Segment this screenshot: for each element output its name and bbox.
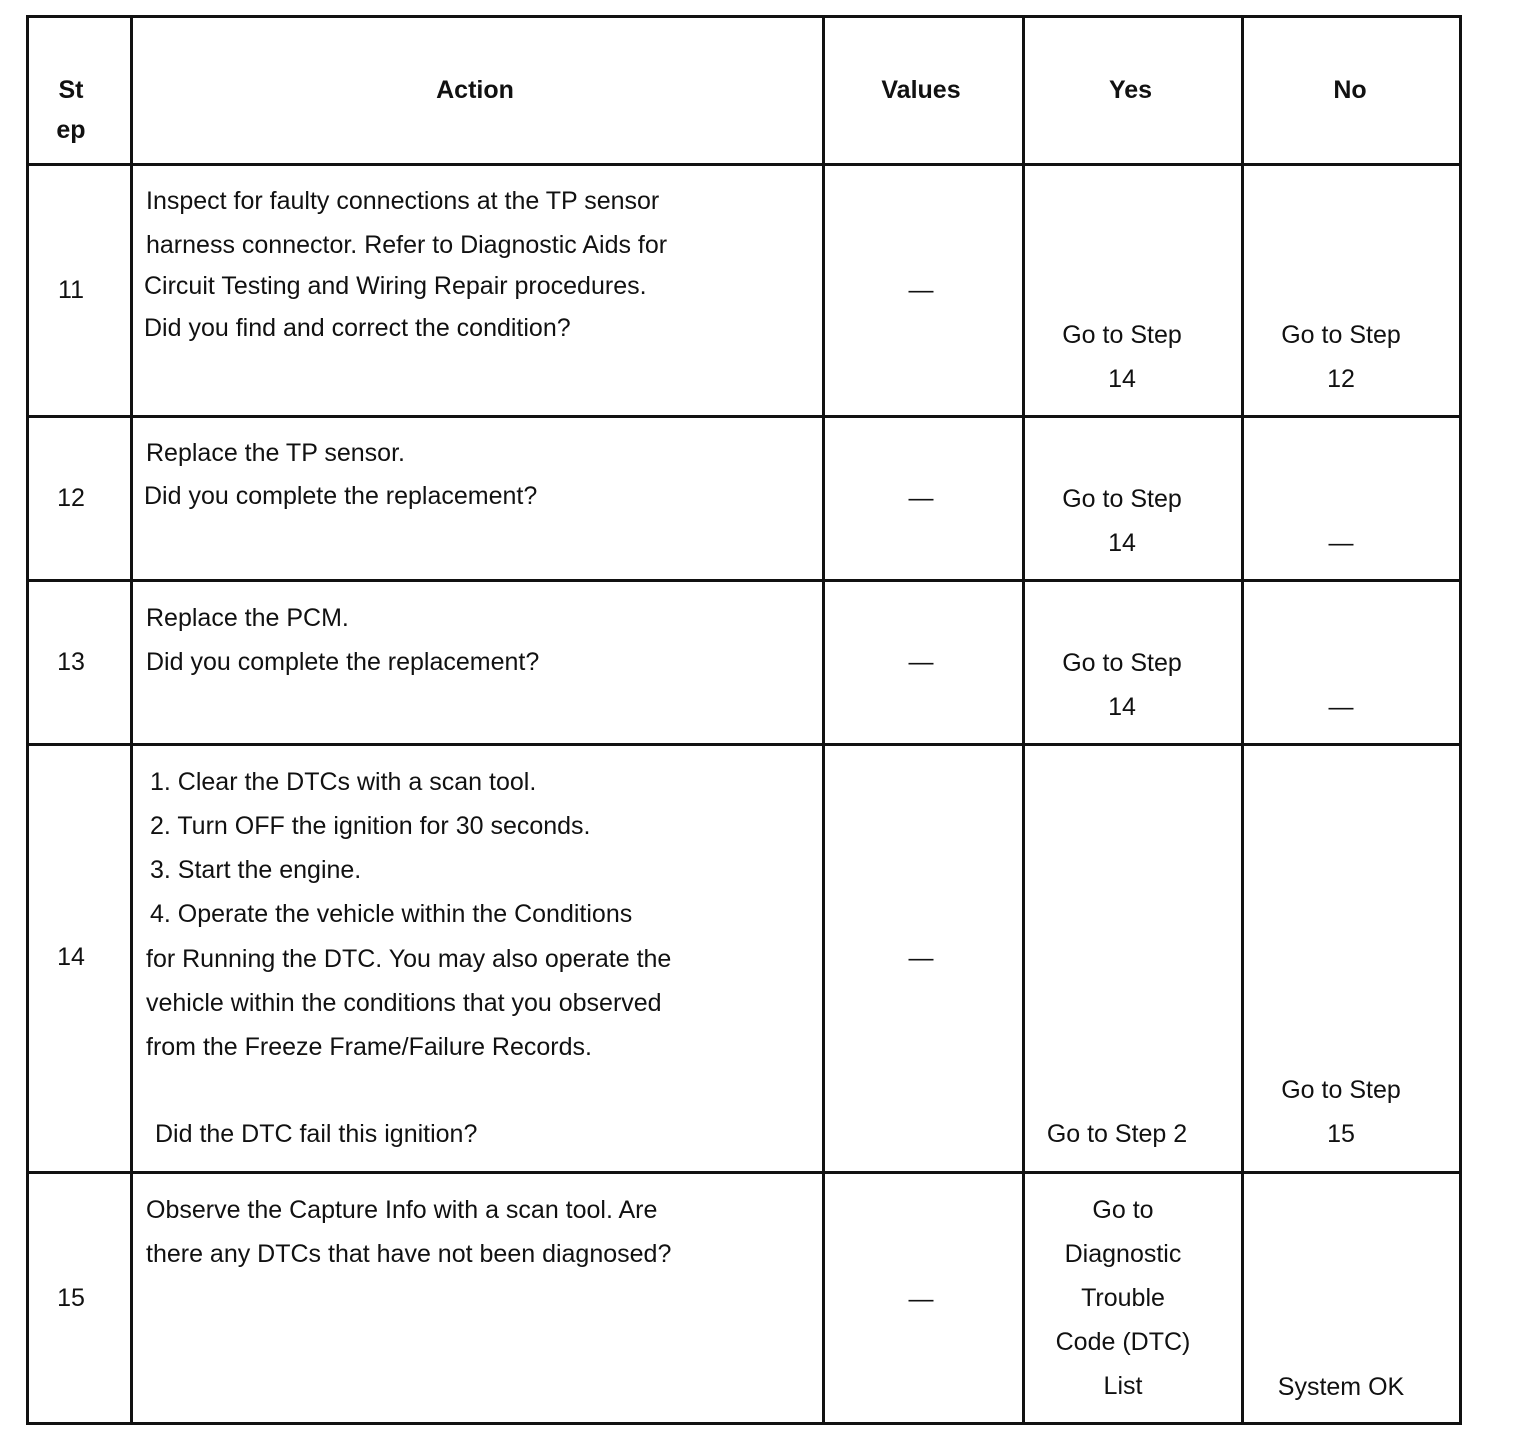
row-divider (29, 163, 1459, 166)
row-divider (29, 1171, 1459, 1174)
header-action: Action (436, 76, 514, 104)
step-number: 13 (57, 648, 85, 676)
step-number: 14 (57, 943, 85, 971)
list-item: 2. Turn OFF the ignition for 30 seconds. (150, 812, 591, 840)
action-text: Inspect for faulty connections at the TP sensor harness connector. Refer to Diagnostic Aids for Circuit Testing and Wiring Repair procedures. Did you find and correct the condition? (144, 187, 668, 342)
step-number: 15 (57, 1284, 85, 1312)
step-number: 12 (57, 484, 85, 512)
action-question: Did the DTC fail this ignition? (155, 1120, 478, 1148)
row-divider (29, 415, 1459, 418)
no-link[interactable]: Go to Step 12 (1281, 321, 1401, 393)
header-step: St ep (56, 76, 86, 144)
header-no: No (1333, 76, 1367, 104)
list-item: 4. Operate the vehicle within the Conditions (150, 900, 633, 928)
header-yes: Yes (1108, 76, 1153, 104)
yes-link[interactable]: Go to Diagnostic Trouble Code (DTC) List (1055, 1196, 1191, 1400)
action-text: Observe the Capture Info with a scan tool. Are there any DTCs that have not been diagnosed? (146, 1196, 672, 1268)
values-cell: — (908, 944, 934, 972)
yes-link[interactable]: Go to Step 14 (1062, 321, 1182, 393)
yes-link[interactable]: Go to Step 14 (1062, 649, 1182, 721)
row-divider (29, 743, 1459, 746)
list-item: 3. Start the engine. (150, 856, 362, 884)
yes-link[interactable]: Go to Step 2 (1046, 1120, 1188, 1148)
list-item: 1. Clear the DTCs with a scan tool. (150, 768, 537, 796)
action-text: for Running the DTC. You may also operate the vehicle within the conditions that you observed from the Freeze Frame/Failure Records. (146, 945, 672, 1061)
values-cell: — (908, 484, 934, 512)
no-cell: — (1328, 693, 1354, 721)
header-values: Values (881, 76, 961, 104)
action-text: Replace the TP sensor. Did you complete the replacement? (144, 439, 538, 510)
action-steps-list (150, 760, 632, 936)
step-number: 11 (58, 276, 84, 304)
values-cell: — (908, 276, 934, 304)
no-cell: System OK (1277, 1373, 1405, 1401)
values-cell: — (908, 1285, 934, 1313)
col-divider (822, 18, 825, 1422)
row-divider (29, 579, 1459, 582)
action-text: Replace the PCM. Did you complete the replacement? (146, 604, 540, 676)
values-cell: — (908, 648, 934, 676)
no-cell: — (1328, 529, 1354, 557)
no-link[interactable]: Go to Step 15 (1281, 1076, 1401, 1148)
yes-link[interactable]: Go to Step 14 (1062, 485, 1182, 557)
col-divider (130, 18, 133, 1422)
